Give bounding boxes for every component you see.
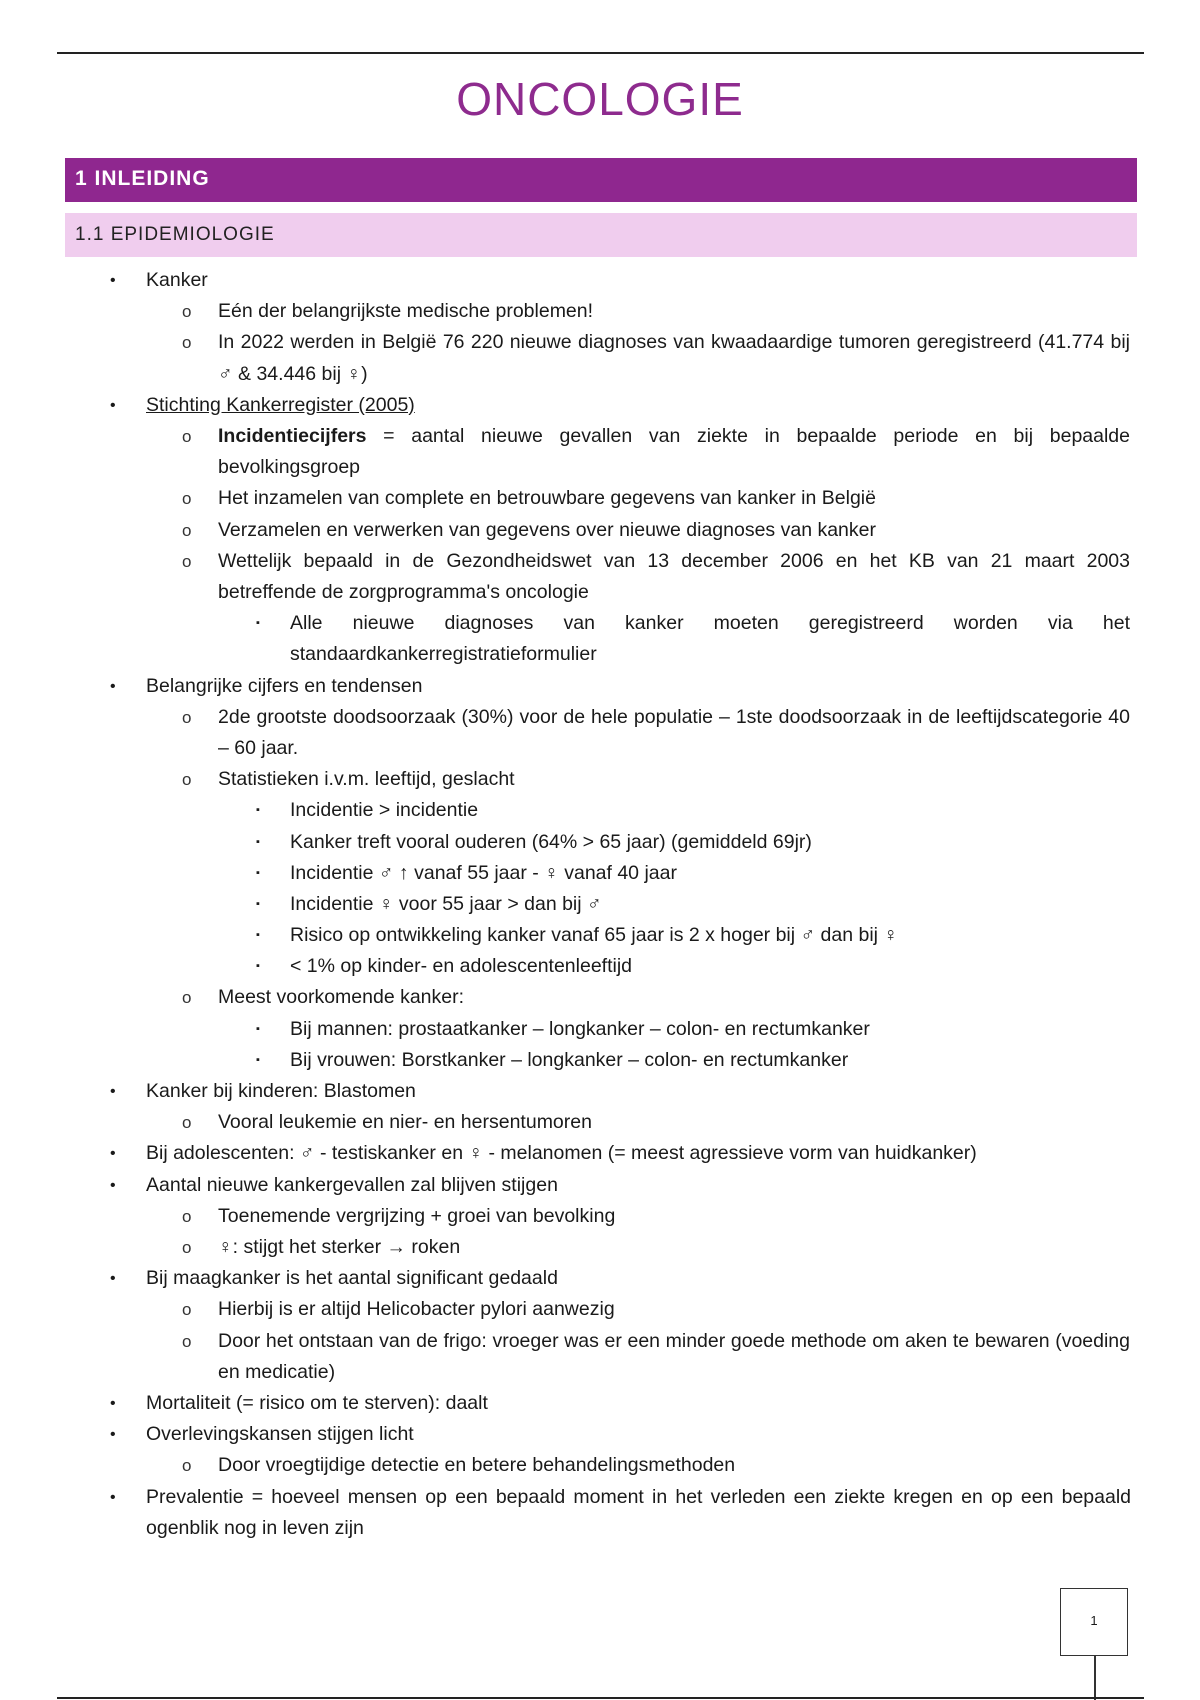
list-item-text: Bij vrouwen: Borstkanker – longkanker – colon- en rectumkanker <box>290 1048 849 1071</box>
list-item-text: Kanker treft vooral ouderen (64% > 65 jaar) (gemiddeld 69jr) <box>290 830 812 853</box>
bullet-marker: • <box>110 272 116 289</box>
bullet-marker: o <box>182 1206 192 1226</box>
list-item <box>0 1201 1200 1232</box>
list-item <box>182 702 1130 764</box>
list-item-text: ♀: stijgt het sterker → roken <box>218 1235 461 1258</box>
list-item <box>0 982 1200 1013</box>
list-item-text: Incidentie ♂ ↑ vanaf 55 jaar - ♀ vanaf 40 jaar <box>290 861 677 884</box>
list-item-text: = aantal nieuwe gevallen van ziekte in bepaalde periode en bij bepaalde bevolkingsgroep <box>218 424 1130 479</box>
list-item-text: Incidentie ♀ voor 55 jaar > dan bij ♂ <box>290 892 602 915</box>
list-item <box>0 1263 1200 1294</box>
list-item-text: Wettelijk bepaald in de Gezondheidswet van 13 december 2006 en het KB van 21 maart 2003 betreffende de zorgprogramma's oncologie <box>218 549 1130 603</box>
subsection-heading: 1.1 EPIDEMIOLOGIE <box>65 213 1137 257</box>
list-item-text: Hierbij is er altijd Helicobacter pylori aanwezig <box>218 1298 615 1321</box>
list-item-text: < 1% op kinder- en adolescentenleeftijd <box>290 955 633 978</box>
list-item <box>0 858 1200 889</box>
list-item-text: Kanker bij kinderen: Blastomen <box>146 1080 416 1103</box>
list-item-text: Door vroegtijdige detectie en betere behandelingsmethoden <box>218 1454 736 1477</box>
list-item <box>0 1232 1200 1263</box>
list-item <box>0 265 1200 296</box>
bullet-marker: ▪ <box>256 960 260 973</box>
bullet-marker: o <box>182 707 192 727</box>
list-item <box>0 889 1200 920</box>
list-item-text: Overlevingskansen stijgen licht <box>146 1423 414 1446</box>
bullet-marker: o <box>182 1331 192 1351</box>
bullet-marker: • <box>110 1426 116 1444</box>
list-item <box>0 1388 1200 1419</box>
list-item <box>0 1107 1200 1138</box>
list-item <box>0 1138 1200 1169</box>
list-item-text: Risico op ontwikkeling kanker vanaf 65 jaar is 2 x hoger bij ♂ dan bij ♀ <box>290 924 899 947</box>
page-title: ONCOLOGIE <box>456 73 744 125</box>
list-item <box>256 608 1130 670</box>
bullet-marker: • <box>110 1270 116 1288</box>
list-item-text: Bij adolescenten: ♂ - testiskanker en ♀ - melanomen (= meest agressieve vorm van huidkanker) <box>146 1142 977 1165</box>
list-item-text: 2de grootste doodsoorzaak (30%) voor de hele populatie – 1ste doodsoorzaak in de leeftijdscategorie 40 – 60 jaar. <box>218 705 1130 759</box>
list-item-text: Bij maagkanker is het aantal significant gedaald <box>146 1267 558 1290</box>
bullet-marker: o <box>182 988 192 1008</box>
bullet-list <box>0 265 1200 1544</box>
list-item <box>0 1419 1200 1450</box>
list-item-text: Stichting Kankerregister (2005) <box>146 393 415 416</box>
list-item <box>0 951 1200 982</box>
list-item <box>0 827 1200 858</box>
list-item <box>182 546 1130 608</box>
list-item-text: Verzamelen en verwerken van gegevens over nieuwe diagnoses van kanker <box>218 518 876 541</box>
bullet-marker: • <box>110 1145 116 1163</box>
list-item-text: Incidentie > incidentie <box>290 799 479 822</box>
bullet-marker: o <box>182 1113 192 1133</box>
list-item-text: Door het ontstaan van de frigo: vroeger was er een minder goede methode om aken te bewaren (voeding en medicatie) <box>218 1329 1130 1383</box>
list-item <box>0 1045 1200 1076</box>
bullet-marker: ▪ <box>256 1022 260 1035</box>
list-item-text: Eén der belangrijkste medische problemen! <box>218 300 594 323</box>
list-item <box>182 327 1130 389</box>
list-item <box>0 1170 1200 1201</box>
bullet-marker: ▪ <box>256 617 260 630</box>
list-item <box>0 1294 1200 1325</box>
bullet-marker: ▪ <box>256 929 260 942</box>
bullet-marker: • <box>110 396 116 414</box>
list-item <box>110 1482 1131 1544</box>
list-item <box>0 296 1200 327</box>
bullet-marker: ▪ <box>256 804 260 817</box>
list-item <box>0 390 1200 421</box>
list-item-text: Vooral leukemie en nier- en hersentumoren <box>218 1111 592 1134</box>
list-item-text: Meest voorkomende kanker: <box>218 986 465 1009</box>
list-item <box>0 1014 1200 1045</box>
bottom-rule <box>57 1697 1144 1699</box>
bullet-marker: o <box>182 770 192 790</box>
term-bold: Incidentiecijfers <box>218 424 367 447</box>
list-item-text: In 2022 werden in België 76 220 nieuwe diagnoses van kwaadaardige tumoren geregistreerd (41.774 bij ♂ & 34.446 bij ♀) <box>218 331 1130 385</box>
bullet-marker: ▪ <box>256 1053 260 1066</box>
page-number: 1 <box>1090 1613 1098 1628</box>
list-item-text: Aantal nieuwe kankergevallen zal blijven stijgen <box>146 1173 558 1196</box>
list-item <box>0 795 1200 826</box>
list-item-text: Statistieken i.v.m. leeftijd, geslacht <box>218 768 515 791</box>
bullet-marker: o <box>182 520 192 540</box>
page-number-line <box>1094 1656 1096 1700</box>
bullet-marker: o <box>182 1456 192 1476</box>
top-rule <box>57 52 1144 54</box>
bullet-marker: o <box>182 489 192 509</box>
bullet-marker: • <box>110 1083 116 1101</box>
bullet-marker: • <box>110 1488 116 1506</box>
section-heading: 1 INLEIDING <box>65 158 1137 202</box>
list-item <box>182 1326 1130 1388</box>
list-item-text: Belangrijke cijfers en tendensen <box>146 674 423 697</box>
list-item-text: Kanker <box>146 269 208 291</box>
bullet-marker: ▪ <box>256 897 260 910</box>
bullet-marker: o <box>182 551 192 571</box>
list-item <box>0 1076 1200 1107</box>
bullet-marker: o <box>182 1300 192 1320</box>
list-item <box>0 515 1200 546</box>
bullet-marker: • <box>110 1176 116 1194</box>
list-item-text: Alle nieuwe diagnoses van kanker moeten geregistreerd worden via het standaardkankerregistratieformulier <box>290 612 1130 666</box>
bullet-marker: • <box>110 677 116 695</box>
list-item-text: Toenemende vergrijzing + groei van bevolking <box>218 1204 616 1227</box>
list-item-text: Mortaliteit (= risico om te sterven): daalt <box>146 1391 488 1414</box>
bullet-marker: • <box>110 1394 116 1412</box>
bullet-marker: ▪ <box>256 835 260 848</box>
bullet-marker: o <box>182 302 192 322</box>
list-item-text: Prevalentie = hoeveel mensen op een bepaald moment in het verleden een ziekte kregen en op een bepaald ogenblik nog in leven zijn <box>146 1485 1131 1539</box>
list-item <box>0 671 1200 702</box>
list-item-text: Het inzamelen van complete en betrouwbare gegevens van kanker in België <box>218 487 876 510</box>
page-number-box <box>1060 1588 1128 1656</box>
bullet-marker: o <box>182 1237 192 1257</box>
list-item <box>0 920 1200 951</box>
bullet-marker: ▪ <box>256 866 260 879</box>
list-item <box>0 1450 1200 1481</box>
bullet-marker: o <box>182 426 192 446</box>
list-item-text: Bij mannen: prostaatkanker – longkanker – colon- en rectumkanker <box>290 1017 870 1040</box>
list-item <box>0 483 1200 514</box>
list-item <box>182 421 1130 483</box>
bullet-marker: o <box>182 333 192 353</box>
list-item <box>0 764 1200 795</box>
